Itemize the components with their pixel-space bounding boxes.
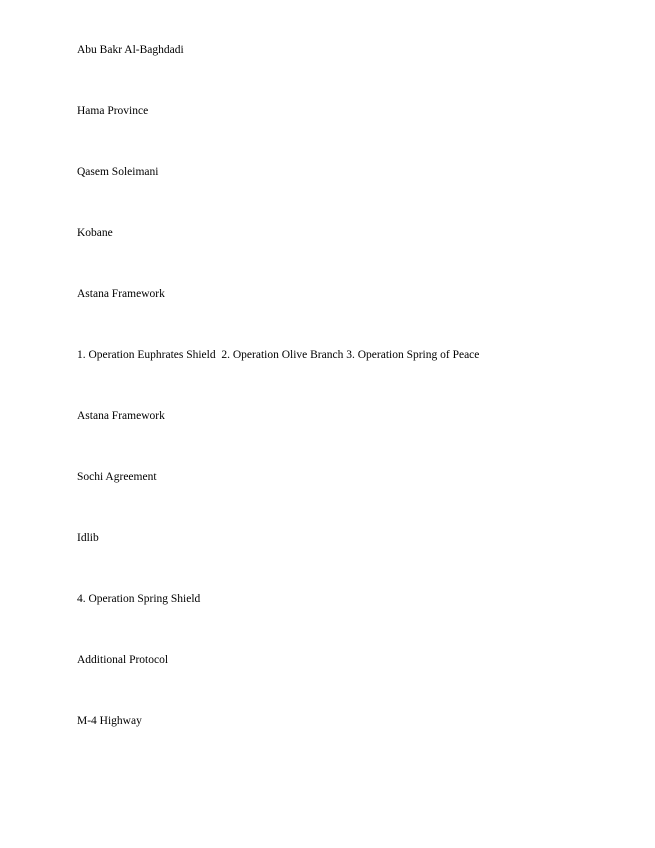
list-item: Abu Bakr Al-Baghdadi [77, 44, 184, 56]
list-item: Astana Framework [77, 410, 165, 422]
list-item: Idlib [77, 532, 99, 544]
list-item: Additional Protocol [77, 654, 169, 666]
list-item: Kobane [77, 227, 113, 239]
list-item: Qasem Soleimani [77, 166, 159, 178]
list-item: Sochi Agreement [77, 471, 157, 483]
list-item: 4. Operation Spring Shield [77, 593, 201, 605]
list-item: 1. Operation Euphrates Shield 2. Operation Olive Branch 3. Operation Spring of Peace [77, 349, 480, 361]
list-item: Astana Framework [77, 288, 165, 300]
list-item: Hama Province [77, 105, 149, 117]
term-list [77, 43, 479, 775]
list-item: M-4 Highway [77, 715, 142, 727]
